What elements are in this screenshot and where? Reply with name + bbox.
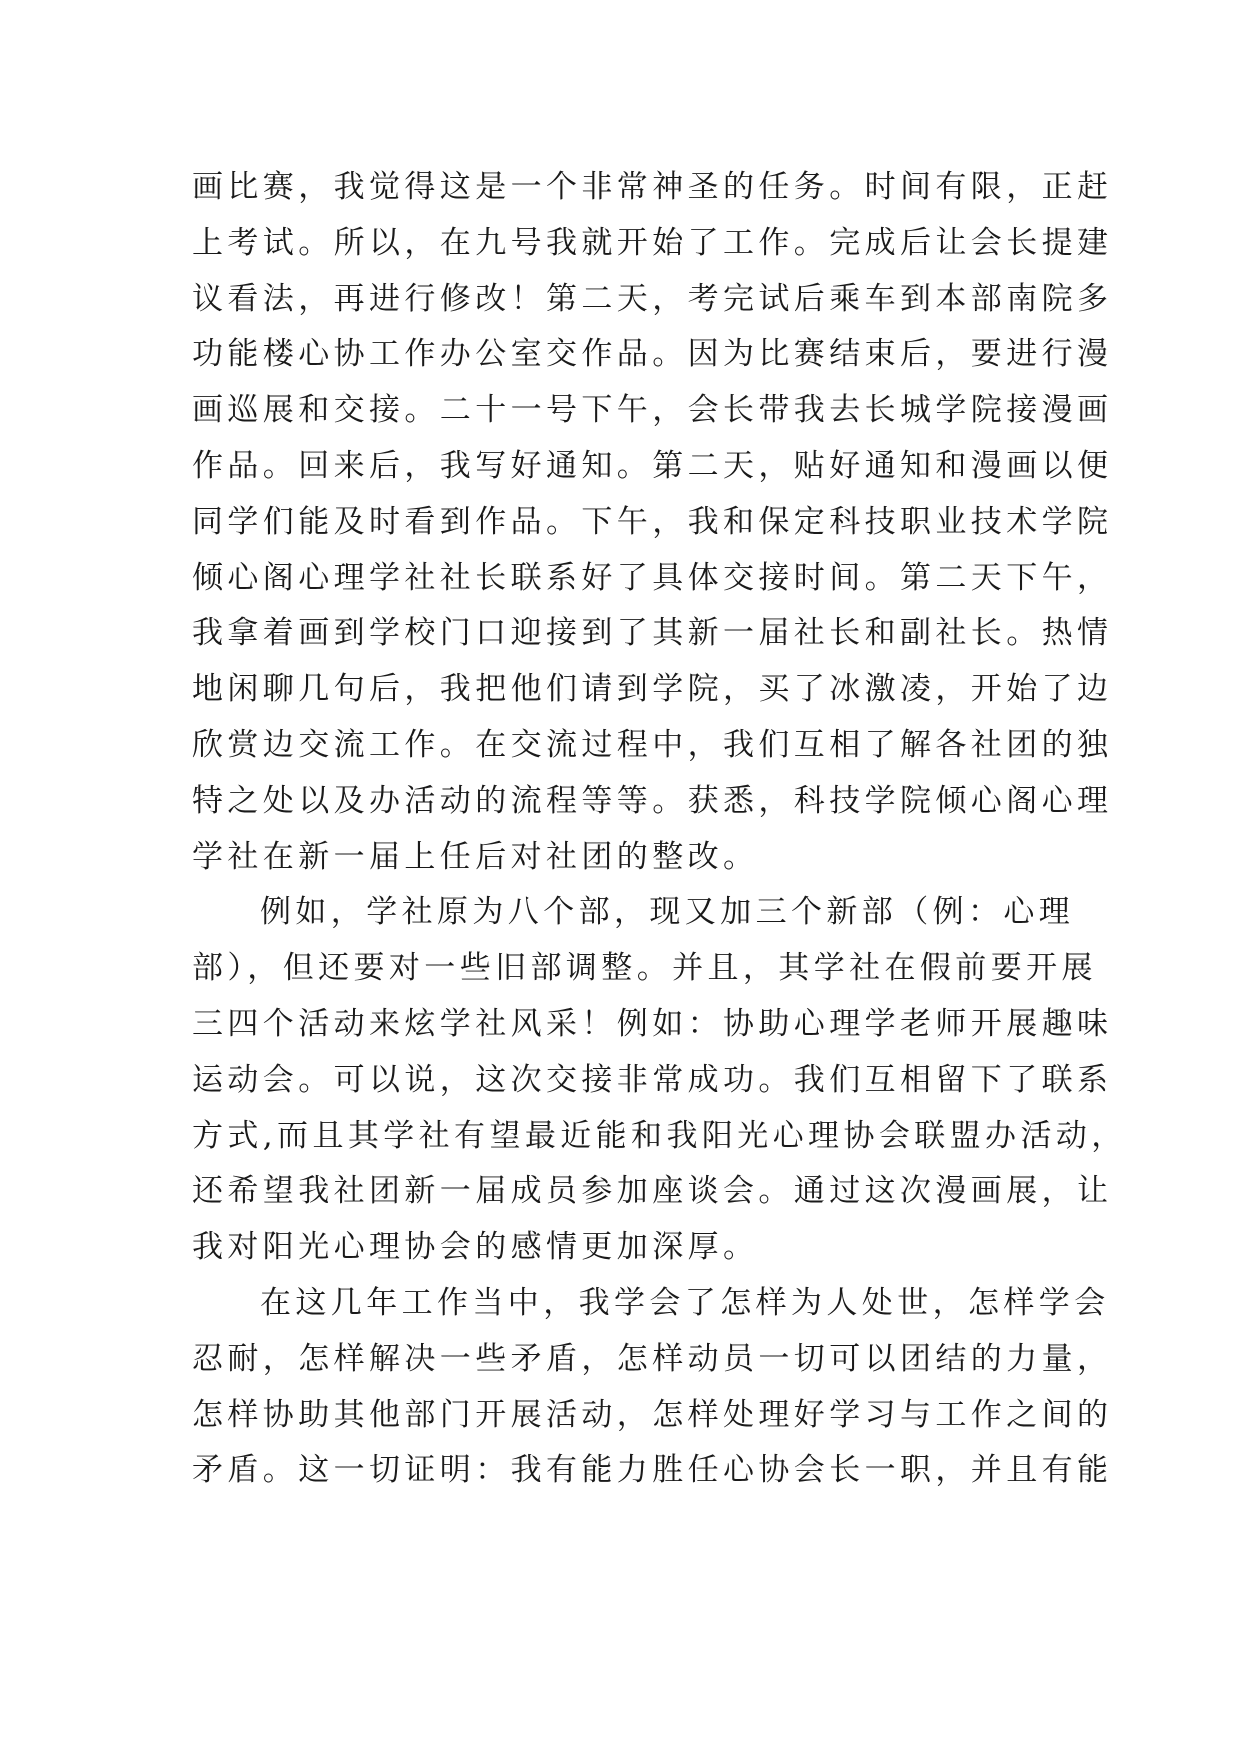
text-line: 我对阳光心理协会的感情更加深厚。 (192, 1229, 759, 1266)
text-line: 倾心阁心理学社社长联系好了具体交接时间。第二天下午， (192, 559, 1113, 596)
paragraph-start-line: 在这几年工作当中，我学会了怎样为人处世，怎样学会 (260, 1284, 1110, 1321)
text-line: 还希望我社团新一届成员参加座谈会。通过这次漫画展，让 (192, 1173, 1113, 1210)
text-line: 学社在新一届上任后对社团的整改。 (192, 838, 759, 875)
text-line: 部），但还要对一些旧部调整。并且，其学社在假前要开展 (192, 950, 1097, 987)
text-line: 忍耐，怎样解决一些矛盾，怎样动员一切可以团结的力量， (192, 1340, 1113, 1377)
text-line: 我拿着画到学校门口迎接到了其新一届社长和副社长。热情 (192, 615, 1113, 652)
text-line: 作品。回来后，我写好通知。第二天，贴好通知和漫画以便 (192, 447, 1113, 484)
text-line: 画巡展和交接。二十一号下午，会长带我去长城学院接漫画 (192, 392, 1113, 429)
text-line: 特之处以及办活动的流程等等。获悉，科技学院倾心阁心理 (192, 782, 1113, 819)
text-line: 矛盾。这一切证明：我有能力胜任心协会长一职，并且有能 (192, 1452, 1113, 1489)
text-line: 怎样协助其他部门开展活动，怎样处理好学习与工作之间的 (192, 1396, 1113, 1433)
text-line: 三四个活动来炫学社风采！例如：协助心理学老师开展趣味 (192, 1005, 1113, 1042)
body-text (192, 160, 1127, 1499)
text-line: 上考试。所以，在九号我就开始了工作。完成后让会长提建 (192, 224, 1113, 261)
paragraph-start-line: 例如，学社原为八个部，现又加三个新部（例：心理 (260, 894, 1075, 931)
text-line: 地闲聊几句后，我把他们请到学院，买了冰激凌，开始了边 (192, 671, 1113, 708)
text-line: 画比赛，我觉得这是一个非常神圣的任务。时间有限，正赶 (192, 169, 1113, 205)
text-line: 方式,而且其学社有望最近能和我阳光心理协会联盟办活动， (192, 1117, 1127, 1154)
text-line: 功能楼心协工作办公室交作品。因为比赛结束后，要进行漫 (192, 336, 1113, 373)
text-line: 运动会。可以说，这次交接非常成功。我们互相留下了联系 (192, 1061, 1113, 1098)
text-line: 议看法，再进行修改！第二天，考完试后乘车到本部南院多 (192, 280, 1113, 317)
text-line: 同学们能及时看到作品。下午，我和保定科技职业技术学院 (192, 503, 1113, 540)
text-line: 欣赏边交流工作。在交流过程中，我们互相了解各社团的独 (192, 726, 1113, 763)
